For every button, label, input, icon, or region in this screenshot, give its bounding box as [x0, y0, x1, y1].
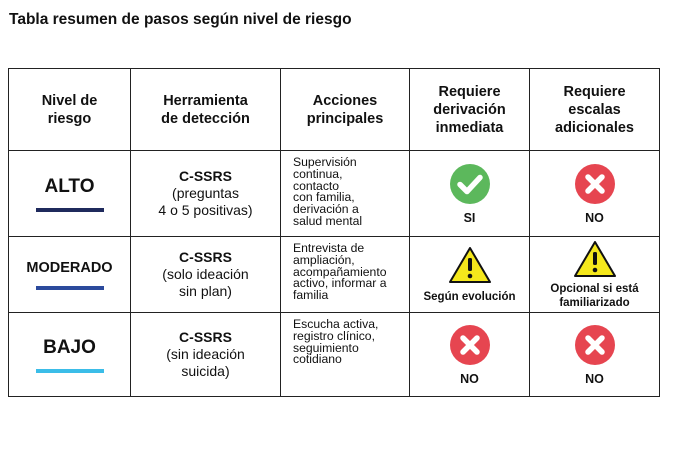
header-level-line: riesgo [47, 110, 92, 127]
level-bar [36, 369, 104, 373]
header-level [9, 69, 131, 151]
risk-summary-table [8, 68, 660, 397]
action-line: acompañamiento [293, 264, 387, 279]
tool-cell [131, 237, 281, 313]
referral-cell [410, 237, 530, 313]
tool-line: C-SSRS [179, 168, 232, 184]
header-actions-line: principales [306, 110, 384, 127]
table-header-row [9, 69, 660, 151]
table-row [9, 151, 660, 237]
action-line: continua, [293, 166, 343, 181]
action-line: contacto [293, 178, 340, 193]
header-referral [410, 69, 530, 151]
action-line: seguimiento [293, 340, 359, 355]
action-line: activo, informar a [293, 276, 387, 291]
tool-cell [131, 151, 281, 237]
level-cell [9, 237, 131, 313]
actions-cell [281, 313, 410, 397]
referral-label: Según evolución [423, 290, 516, 303]
actions-cell [281, 237, 410, 313]
tool-line: suicida) [181, 363, 230, 379]
tool-line: 4 o 5 positivas) [158, 202, 253, 218]
page-title: Tabla resumen de pasos según nivel de riesgo [9, 11, 352, 28]
action-line: cotidiano [293, 352, 342, 367]
action-line: Entrevista de [293, 241, 365, 255]
action-line: salud mental [293, 213, 363, 228]
header-referral-line: Requiere [438, 83, 501, 100]
header-scales-line: Requiere [563, 83, 626, 100]
header-actions-line: Acciones [312, 92, 378, 109]
level-cell [9, 151, 131, 237]
tool-line: (solo ideación [162, 266, 249, 282]
header-referral-line: inmediata [435, 119, 504, 136]
referral-cell [410, 151, 530, 237]
level-label: ALTO [44, 175, 95, 197]
table-row [9, 237, 660, 313]
scales-cell [530, 237, 660, 313]
x-icon [449, 324, 491, 366]
tool-line: (sin ideación [166, 346, 245, 362]
scales-label-line: familiarizado [559, 296, 630, 309]
scales-label-line: Opcional si está [550, 282, 639, 295]
x-icon [574, 163, 616, 205]
header-tool-line: de detección [161, 110, 250, 127]
scales-label: NO [585, 371, 604, 386]
header-scales-line: adicionales [555, 119, 634, 136]
tool-line: C-SSRS [179, 329, 232, 345]
warning-icon [448, 246, 492, 284]
scales-cell [530, 151, 660, 237]
referral-cell [410, 313, 530, 397]
header-tool [131, 69, 281, 151]
header-actions [281, 69, 410, 151]
tool-cell [131, 313, 281, 397]
action-line: ampliación, [293, 252, 355, 267]
scales-label [550, 282, 638, 310]
level-bar [36, 286, 104, 290]
level-cell [9, 313, 131, 397]
level-label: MODERADO [26, 259, 113, 276]
header-scales-line: escalas [568, 101, 621, 118]
action-line: familia [293, 288, 329, 303]
scales-cell [530, 313, 660, 397]
scales-label: NO [585, 210, 604, 225]
warning-icon [573, 240, 617, 278]
tool-line: C-SSRS [179, 249, 232, 265]
level-label: BAJO [43, 336, 96, 358]
header-scales [530, 69, 660, 151]
table-row [9, 313, 660, 397]
action-line: derivación a [293, 202, 359, 217]
header-level-line: Nivel de [41, 92, 98, 109]
referral-label: SI [463, 210, 476, 225]
actions-cell [281, 151, 410, 237]
referral-label: NO [460, 371, 479, 386]
header-referral-line: derivación [433, 101, 506, 118]
x-icon [574, 324, 616, 366]
action-line: Supervisión [293, 155, 357, 169]
tool-line: (preguntas [172, 185, 239, 201]
tool-line: sin plan) [179, 283, 232, 299]
level-bar [36, 208, 104, 212]
check-icon [449, 163, 491, 205]
action-line: registro clínico, [293, 328, 375, 343]
header-tool-line: Herramienta [163, 92, 248, 109]
action-line: Escucha activa, [293, 317, 379, 331]
action-line: con familia, [293, 190, 355, 205]
